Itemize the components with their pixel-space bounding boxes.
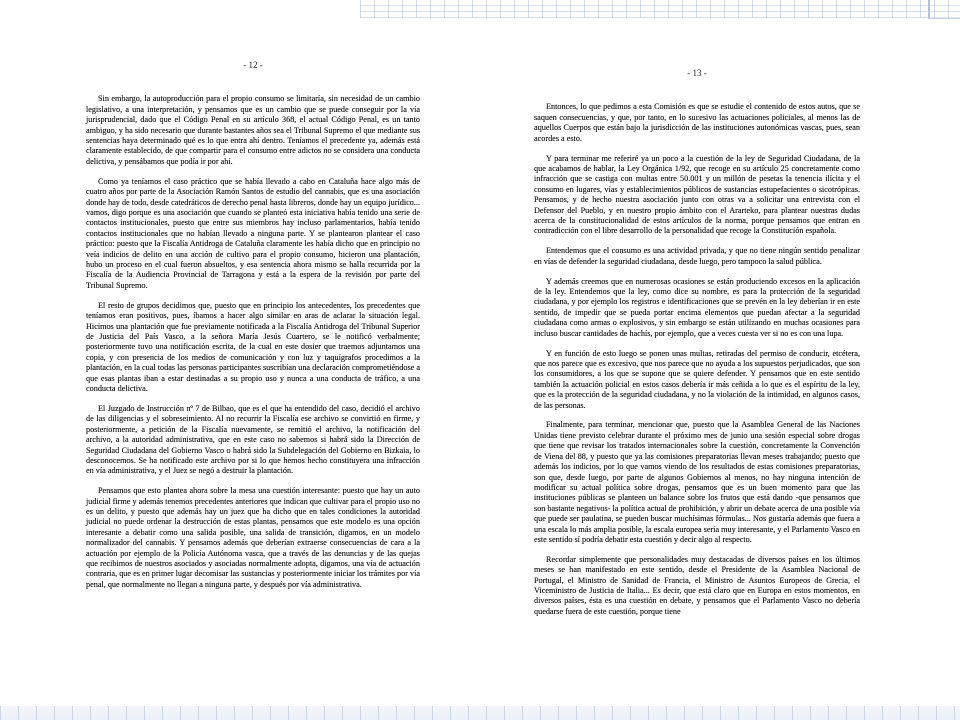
page-13 [534,68,860,627]
paragraph: Recordar simplemente que personalidades muy destacadas de diversos países en los últimos meses se han manifestado en este sentido, desde el Presidente de la Asamblea Nacional de Portugal, el Ministro de Sanidad de Francia, el Ministro de Asuntos Europeos de Grecia, el Viceministro de Justicia de Italia... Es decir, que está claro que en Europa en estos momentos, en diversos países, ésta es una cuestión en debate, y pensamos que el Parlamento Vasco no debería quedarse fuera de este cuestión, porque tiene [534,554,860,616]
paragraph: Y para terminar me referiré ya un poco a la cuestión de la ley de Seguridad Ciudadana, de la que acabamos de hablar, la Ley Orgánica 1/92, que recoge en su artículo 25 concretamente como infracción que se castiga con multas entre 50.001 y un millón de pesetas la tenencia ilícita y el consumo en lugares, vías y establecimientos públicos de sustancias estupefacientes o sicotrópicas. Pensamos, y de hecho nuestra asociación junto con otras va a solicitar una entrevista con el Defensor del Pueblo, y en nuestro propio ámbito con el Ararteko, para plantear nuestras dudas acerca de la constitucionalidad de estos artículos de la norma, porque pensamos que entran en contradicción con el libre desarrollo de la personalidad que recoge la Constitución española. [534,153,860,236]
paragraph: El resto de grupos decidimos que, puesto que en principio los antecedentes, los precedentes que teníamos eran positivos, pues, íbamos a hacer algo similar en aras de aclarar la situación legal. Hicimos una plantación que fue previamente notificada a la Fiscalía Antidroga del Tribunal Superior de Justicia del País Vasco, a la señora María Jesús Cuartero, se le notificó verbalmente; posteriormente tuvo una notificación escrita, de la cual en este dosier que traemos adjuntamos una copia, y con presencia de los medios de comunicación y con luz y taquígrafos procedimos a la plantación, en la cual todas las personas participantes suscribían una declaración comprometiéndose a que esas plantas iban a estar destinadas a su propio uso y nunca a una conducta de tráfico, a una conducta delictiva. [86,300,420,393]
page-number: - 12 - [243,60,263,70]
paragraph: Como ya teníamos el caso práctico que se había llevado a cabo en Cataluña hace algo más de cuatro años por parte de la Asociación Ramón Santos de estudio del cannabis, que es una asociación donde hay de todo, desde catedráticos de derecho penal hasta libreros, donde hay un equipo jurídico... vamos, digo porque es una asociación que cuando se planteó esta iniciativa había tenido una serie de contactos institucionales, puesto que entre sus miembros hay incluso parlamentarios, había tenido contactos institucionales que no habían llevado a ninguna parte. Y se plantearon plantear el caso práctico: puesto que la Fiscalía Antidroga de Cataluña claramente les había dicho que en principio no veía indicios de delito en una acción de cultivo para el propio consumo, hicieron una plantación, hubo un proceso en el cual fueron absueltos, y esa sentencia ahora mismo se halla recurrida por la Fiscalía de la Audiencia Provincial de Tarragona y está a la espera de la revisión por parte del Tribunal Supremo. [86,176,420,290]
paragraph: Finalmente, para terminar, mencionar que, puesto que la Asamblea General de las Naciones Unidas tiene previsto celebrar durante el próximo mes de junio una sesión especial sobre drogas que tiene que revisar los tratados internacionales sobre la cuestión, concretamente la Convención de Viena del 88, y puesto que ya las comisiones preparatorias llevan meses trabajando; puesto que además los indicios, por lo que vamos viendo de los resultados de estas comisiones preparatorias, son que, desde luego, por parte de algunos Gobiernos al menos, no hay ninguna intención de modificar su actual política sobre drogas, pensamos que es un buen momento para que las instituciones públicas se planteen un balance sobre los frutos que está dando -que pensamos que son bastante negativos- la política actual de prohibición, y abrir un debate acerca de una posible vía que puede ser paulatina, se pueden buscar muchísimas fórmulas... Nos gustaría además que fuera a una escala lo más amplia posible, la escala europea sería muy interesante, y el Parlamento Vasco en este sentido sí podría debatir esta cuestión y decir algo al respecto. [534,420,860,544]
page-12 [86,60,420,600]
paragraph: Entonces, lo que pedimos a esta Comisión es que se estudie el contenido de estos autos, que se saquen consecuencias, y que, por tanto, en lo sucesivo las actuaciones policiales, al menos las de aquellos Cuerpos que están bajo la jurisdicción de las instituciones autonómicas vascas, pues, sean acordes a esto. [534,102,860,143]
paragraph: Sin embargo, la autoproducción para el propio consumo se limitaría, sin necesidad de un cambio legislativo, a una interpretación, y pensamos que es un cambio que se puede conseguir por la vía jurisprudencial, dado que el Código Penal en su artículo 368, el actual Código Penal, es un tanto ambiguo, y ha sido necesario que durante bastantes años sea el Tribunal Supremo el que mediante sus sentencias haya determinado qué es lo que entra ahí dentro. Teníamos el precedente ya, además está claramente establecido, de que compartir para el consumo entre adictos no se considera una conducta delictiva, y pensábamos que podía ir por ahí. [86,94,420,166]
paragraph: Y en función de esto luego se ponen unas multas, retiradas del permiso de conducir, etcétera, que nos parece que es excesivo, que nos parece que no ayuda a los supuestos perjudicados, que son los consumidores, a los que se supone que se quiere defender. Y pensamos que en este sentido también la actuación policial en estos casos debería ir más ceñida a lo que es el espíritu de la ley, que es la protección de la seguridad ciudadana, y no la violación de la intimidad, en algunos casos, de las personas. [534,348,860,410]
paragraph: Y además creemos que en numerosas ocasiones se están produciendo excesos en la aplicación de la ley. Entendemos que la ley, como dice su nombre, es para la protección de la seguridad ciudadana, y por ejemplo los registros e identificaciones que se prevén en la ley deberían ir en este sentido, de impedir que se pueda portar encima elementos que puedan afectar a la seguridad ciudadana como armas o explosivos, y sin embargo se están utilizando en muchas ocasiones para incluso buscar cantidades de hachís, por ejemplo, que a veces cuesta ver si no es con una lupa. [534,276,860,338]
header-decoration [360,0,960,18]
paragraph: Entendemos que el consumo es una actividad privada, y que no tiene ningún sentido penalizar en vías de defender la seguridad ciudadana, desde luego, pero tampoco la salud pública. [534,246,860,266]
page-number: - 13 - [687,68,707,78]
corner-decoration [928,0,960,19]
paragraph: Pensamos que esto plantea ahora sobre la mesa una cuestión interesante: puesto que hay un auto judicial firme y además tenemos precedentes anteriores que indican que cultivar para el propio uso no es un delito, y puesto que además hay un juez que ha dicho que en tales condiciones la autoridad judicial no puede ordenar la destrucción de estas plantas, pensamos que este modelo es una opción interesante a debatir como una salida posible, una salida de transición, digamos, en un modelo normalizador del cannabis. Y pensamos además que deberían extraerse consecuencias de cara a la actuación por ejemplo de la Policía Autónoma vasca, que a través de las denuncias y de las quejas que recibimos de nuestros asociados y asociadas normalmente adopta, digamos, una vía de actuación contraria, que es en primer lugar decomisar las sustancias y posteriormente iniciar los trámites por vía penal, que normalmente no llegan a ninguna parte, y después por vía administrativa. [86,486,420,589]
footer-decoration [0,706,960,720]
paragraph: El Juzgado de Instrucción nº 7 de Bilbao, que es el que ha entendido del caso, decidió el archivo de las diligencias y el sobreseimiento. Al no recurrir la Fiscalía ese archivo se convirtió en firme, y posteriormente, a petición de la Fiscalía nuevamente, se remitió el archivo, la notificación del archivo, a la autoridad administrativa, que en este caso no sabemos si habrá sido la Dirección de Seguridad Ciudadana del Gobierno Vasco o habrá sido la Subdelegación del Gobierno en Bizkaia, lo desconocemos. Se ha notificado este archivo por si lo que hemos hecho constituyera una infracción en vía administrativa, y el Juez se negó a destruir la plantación. [86,403,420,476]
